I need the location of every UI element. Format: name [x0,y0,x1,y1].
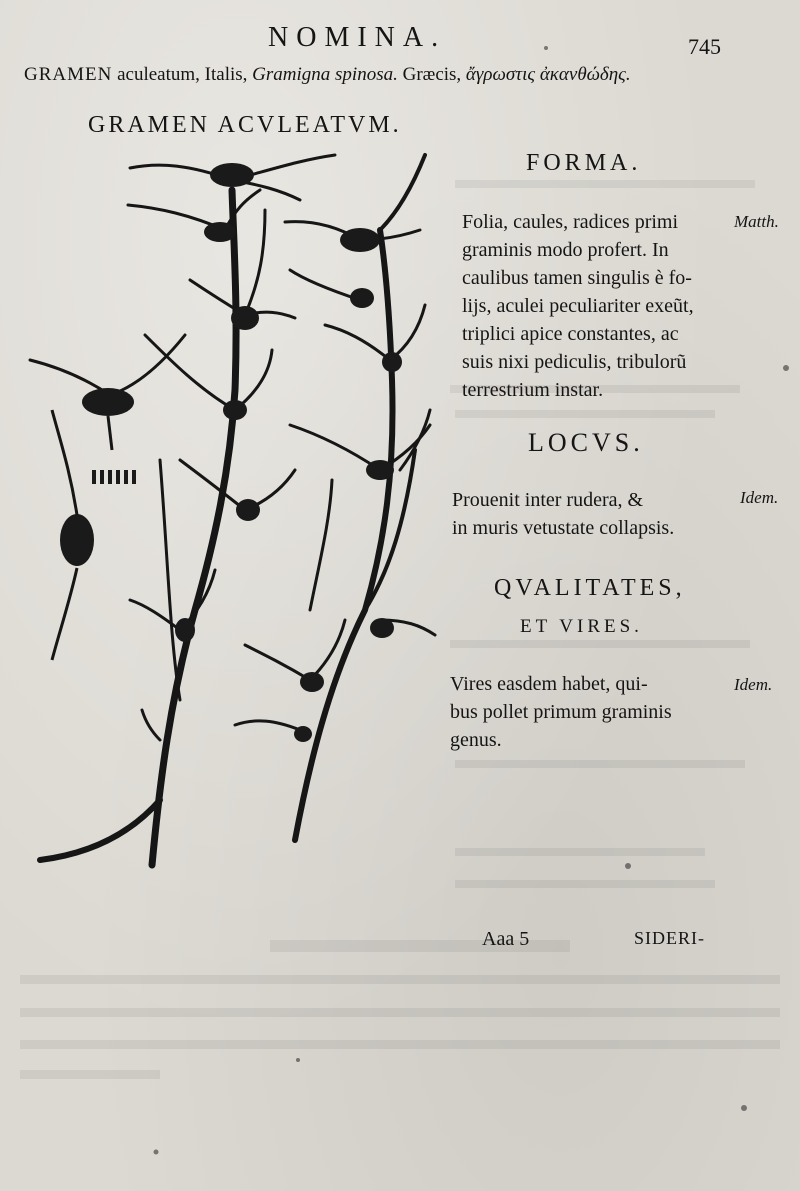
greek-label: Græcis, [397,64,466,85]
woodcut-plant-illustration [20,140,440,880]
qualitates-line: genus. [450,729,502,751]
forma-line: triplici apice constantes, ac [462,323,679,345]
forma-paragraph [462,208,694,404]
locus-heading: LOCVS. [528,428,644,457]
qualitates-line: bus pollet primum graminis [450,701,672,723]
plant-name-rest: aculeatum, Italis, [112,64,253,85]
page-number: 745 [688,34,721,59]
greek-name: ἄγρωστις ἀκανθώδης. [465,64,631,85]
locus-paragraph [452,486,674,542]
forma-heading: FORMA. [526,150,642,176]
catchword: SIDERI- [634,928,705,948]
forma-line: terrestrium instar. [462,379,604,401]
forma-margin-note: Matth. [734,212,779,231]
forma-line: graminis modo profert. In [462,239,669,261]
plant-name: GRAMEN [24,64,113,85]
locus-line: Prouenit inter rudera, & [452,489,644,511]
forma-line: suis nixi pediculis, tribulorũ [462,351,687,373]
locus-line: in muris vetustate collapsis. [452,517,675,539]
qualitates-paragraph [450,670,672,754]
signature-mark: Aaa 5 [482,928,530,950]
qualitates-heading: QVALITATES, [494,575,686,601]
vires-subheading: ET VIRES. [520,616,643,637]
forma-line: caulibus tamen singulis è fo- [462,267,692,289]
names-line [24,64,631,86]
plant-title: GRAMEN ACVLEATVM. [88,112,402,138]
qualitates-line: Vires easdem habet, qui- [450,673,648,695]
forma-line: Folia, caules, radices primi [462,211,679,233]
qualitates-margin-note: Idem. [734,675,773,694]
locus-margin-note: Idem. [740,488,779,507]
forma-line: lijs, aculei peculiariter exeũt, [462,295,694,317]
italian-name: Gramigna spinosa. [252,64,398,85]
running-head: NOMINA. [268,22,447,53]
